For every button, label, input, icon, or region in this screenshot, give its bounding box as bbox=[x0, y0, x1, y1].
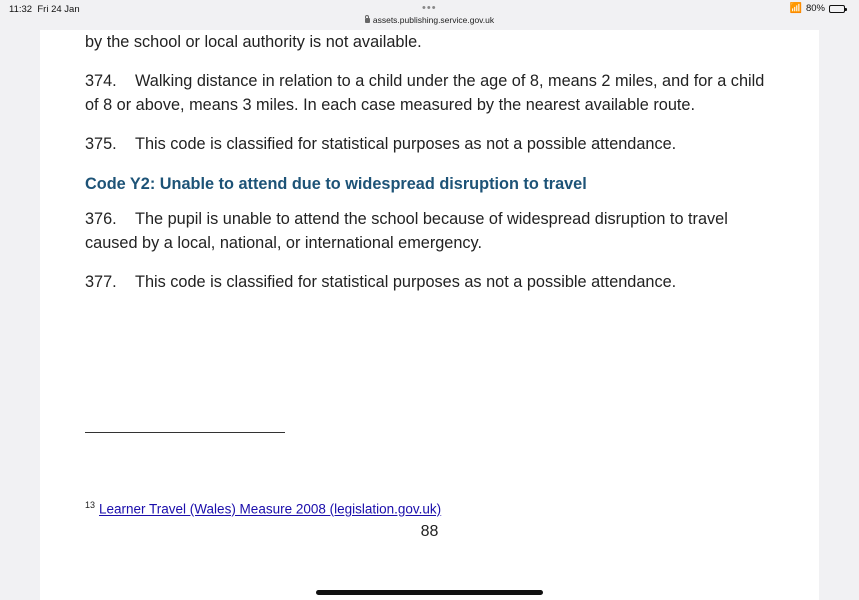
status-indicators bbox=[790, 3, 845, 14]
clock: 11:32 bbox=[9, 4, 33, 15]
status-time bbox=[9, 4, 80, 15]
paragraph-text: The pupil is unable to attend the school because of widespread disruption to travel caused by a local, national, or international emergency. bbox=[85, 210, 728, 252]
home-indicator[interactable] bbox=[316, 590, 543, 595]
paragraph-377 bbox=[85, 270, 775, 294]
paragraph-text: This code is classified for statistical purposes as not a possible attendance. bbox=[135, 273, 677, 291]
paragraph-text: This code is classified for statistical purposes as not a possible attendance. bbox=[135, 135, 677, 153]
footnote-divider bbox=[85, 432, 285, 433]
paragraph-text: Walking distance in relation to a child under the age of 8, means 2 miles, and for a child of 8 or above, means 3 miles. In each case measured by the nearest available route. bbox=[85, 72, 765, 114]
url-text: assets.publishing.service.gov.uk bbox=[372, 15, 495, 25]
battery-percent: 80% bbox=[805, 3, 825, 14]
section-heading: Code Y2: Unable to attend due to widespread disruption to travel bbox=[85, 175, 587, 193]
date: Fri 24 Jan bbox=[37, 4, 80, 15]
text-line-top: by the school or local authority is not available. bbox=[85, 33, 422, 51]
wifi-icon: 📶 bbox=[789, 3, 802, 14]
page-number: 88 bbox=[420, 523, 439, 540]
footnote bbox=[85, 500, 441, 517]
multitasking-dots-icon[interactable]: ••• bbox=[422, 2, 437, 14]
paragraph-number: 374. bbox=[85, 72, 117, 90]
footnote-link[interactable]: Learner Travel (Wales) Measure 2008 (legislation.gov.uk) bbox=[99, 501, 442, 517]
paragraph-376 bbox=[85, 207, 775, 255]
footnote-marker: 13 bbox=[85, 500, 96, 510]
address-bar[interactable] bbox=[0, 15, 859, 25]
battery-icon bbox=[829, 5, 845, 13]
paragraph-number: 377. bbox=[85, 273, 117, 291]
status-bar bbox=[0, 0, 859, 30]
document-page[interactable] bbox=[40, 30, 819, 600]
paragraph-375 bbox=[85, 132, 775, 156]
paragraph-374 bbox=[85, 69, 775, 117]
paragraph-number: 375. bbox=[85, 135, 117, 153]
paragraph-number: 376. bbox=[85, 210, 117, 228]
lock-icon bbox=[365, 18, 370, 23]
